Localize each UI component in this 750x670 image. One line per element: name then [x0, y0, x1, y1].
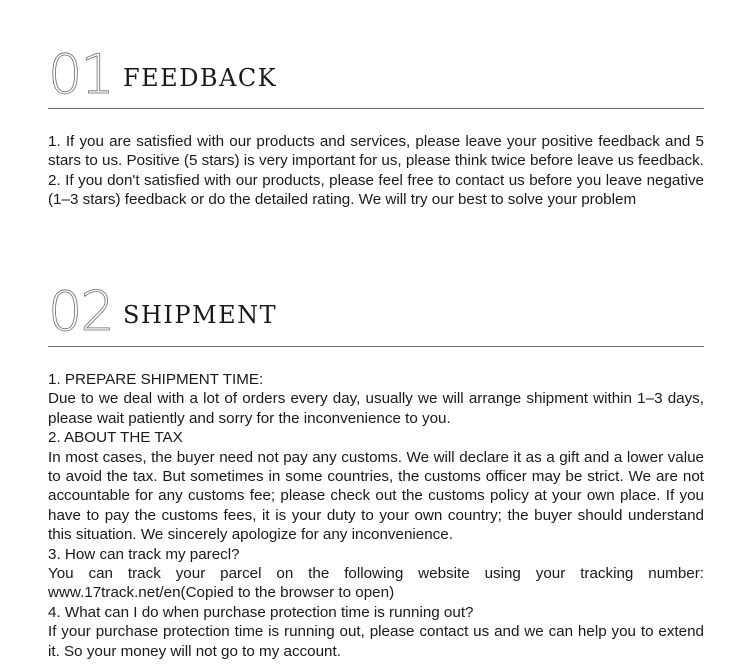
feedback-divider [48, 108, 704, 109]
shipment-heading-tracking: 3. How can track my parecl? [48, 545, 240, 563]
shipment-header [48, 280, 704, 355]
feedback-section-title: FEEDBACK [123, 64, 278, 92]
shipment-heading-protection: 4. What can I do when purchase protection time is running out? [48, 603, 474, 621]
feedback-body [48, 132, 704, 210]
shipment-body [48, 370, 704, 661]
shipment-paragraph: Due to we deal with a lot of orders every day, usually we will arrange shipment within 1–3 days, please wait patiently and sorry for the inconvenience to you. [48, 390, 704, 427]
shipment-paragraph: In most cases, the buyer need not pay any customs. We will declare it as a gift and a lower value to avoid the tax. But sometimes in some countries, the customs officer may be strict. We are not accountable for any customs fee; please check out the customs policy at your own place. If you have to pay the customs fees, it is your duty to your own country; the buyer should understand this situation. We sincerely apologize for any inconvenience. [48, 448, 704, 544]
feedback-paragraph: 1. If you are satisfied with our products and services, please leave your positive feedback and 5 stars to us. Positive (5 stars) is very important for us, please think twice before leave us feedback. [48, 133, 704, 170]
shipment-section-number: 02 [48, 280, 113, 343]
shipment-section-title: SHIPMENT [123, 301, 278, 329]
feedback-paragraph: 2. If you don't satisfied with our products, please feel free to contact us before you leave negative (1–3 stars) feedback or do the detailed rating. We will try our best to solve your problem [48, 171, 704, 209]
shipment-heading-tax: 2. ABOUT THE TAX [48, 429, 183, 447]
shipment-paragraph: You can track your parcel on the following website using your tracking number: www.17track.net/en(Copied to the browser to open) [48, 565, 704, 602]
feedback-section-number: 01 [48, 43, 113, 106]
shipment-heading-prepare-time: 1. PREPARE SHIPMENT TIME: [48, 371, 264, 388]
shipment-section [48, 280, 704, 660]
shipment-divider [48, 346, 704, 347]
shipment-paragraph: If your purchase protection time is running out, please contact us and we can help you to extend it. So your money will not go to my account. [48, 623, 704, 660]
feedback-section [48, 43, 704, 209]
